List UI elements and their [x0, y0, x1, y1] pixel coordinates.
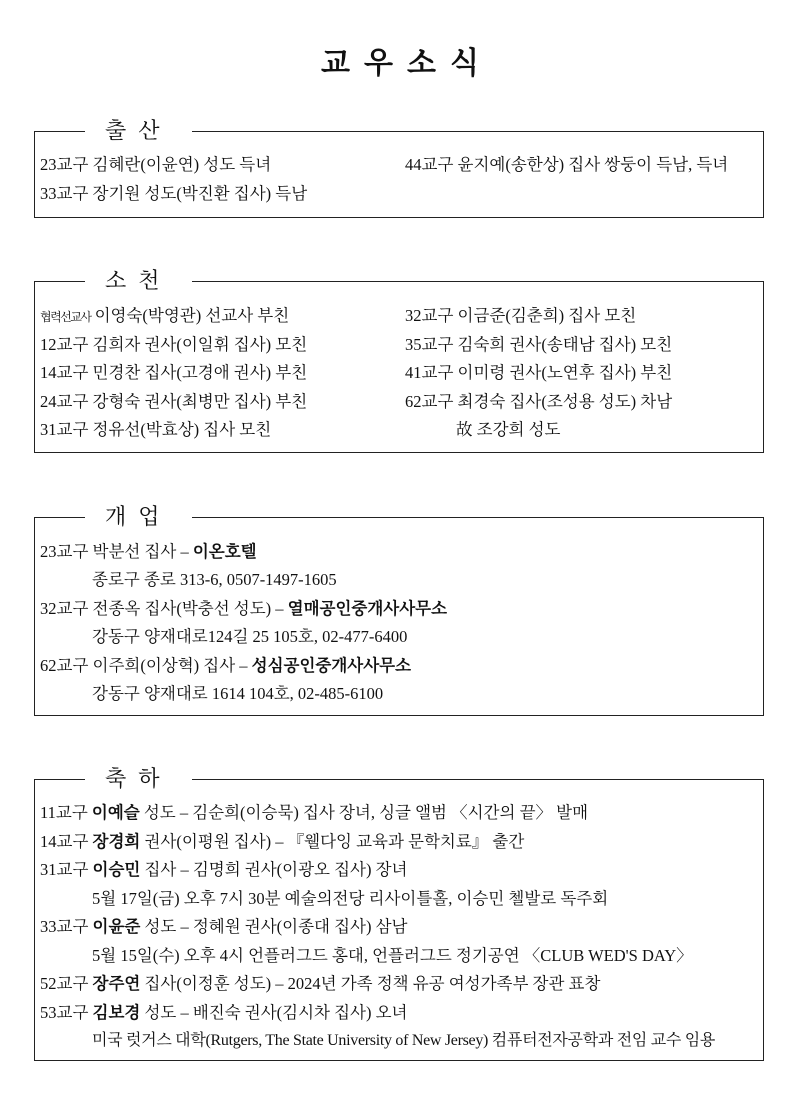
congrats-detail: 미국 럿거스 대학(Rutgers, The State University of New Jersey) 컴퓨터전자공학과 전임 교수 임용 [92, 1032, 716, 1049]
page-title: 교우소식 [321, 47, 493, 80]
business-name: 열매공인중개사사무소 [287, 599, 448, 618]
person-name: 김보경 [92, 1003, 141, 1022]
congrats-item: 53교구 김보경 성도 – 배진숙 권사(김시차 집사) 오녀 [40, 1003, 408, 1022]
section-death [34, 268, 764, 453]
person-name: 장경희 [92, 832, 141, 851]
congrats-item: 33교구 이윤준 성도 – 정혜원 권사(이종대 집사) 삼남 [40, 917, 408, 936]
death-item: 14교구 민경찬 집사(고경애 권사) 부친 [40, 363, 308, 382]
death-item: 32교구 이금준(김춘희) 집사 모친 [405, 306, 637, 325]
section-birth [34, 118, 764, 218]
death-item: 24교구 강형숙 권사(최병만 집사) 부친 [40, 392, 308, 411]
congrats-detail: 5월 15일(수) 오후 4시 언플러그드 홍대, 언플러그드 정기공연 〈CLUB WED'S DAY〉 [92, 946, 693, 965]
congrats-item: 11교구 이예슬 성도 – 김순희(이승묵) 집사 장녀, 싱글 앨범 〈시간의 끝〉 발매 [40, 803, 589, 822]
death-item: 35교구 김숙희 권사(송태남 집사) 모친 [405, 335, 673, 354]
congrats-item: 31교구 이승민 집사 – 김명희 권사(이광오 집사) 장녀 [40, 860, 408, 879]
birth-item: 33교구 장기원 성도(박진환 집사) 득남 [40, 184, 308, 203]
congrats-item: 14교구 장경희 권사(이평원 집사) – 『웰다잉 교육과 문학치료』 출간 [40, 832, 525, 851]
section-business-heading: 개업 [85, 501, 192, 533]
business-item: 23교구 박분선 집사 – 이온호텔 [40, 542, 257, 561]
business-name: 성심공인중개사사무소 [251, 656, 412, 675]
business-item: 62교구 이주희(이상혁) 집사 – 성심공인중개사사무소 [40, 656, 412, 675]
business-item: 32교구 전종옥 집사(박충선 성도) – 열매공인중개사사무소 [40, 599, 448, 618]
section-death-heading: 소천 [85, 265, 192, 297]
death-item: 협력선교사 이영숙(박영관) 선교사 부친 [40, 306, 290, 325]
congrats-detail: 5월 17일(금) 오후 7시 30분 예술의전당 리사이틀홀, 이승민 첼발로 독주회 [92, 889, 609, 908]
death-item: 31교구 정유선(박효상) 집사 모친 [40, 420, 272, 439]
missionary-label: 협력선교사 [40, 310, 91, 324]
business-address: 종로구 종로 313-6, 0507-1497-1605 [92, 570, 337, 589]
person-name: 이예슬 [91, 803, 140, 822]
person-name: 장주연 [92, 974, 141, 993]
congrats-item: 52교구 장주연 집사(이정훈 성도) – 2024년 가족 정책 유공 여성가족부 장관 표창 [40, 974, 601, 993]
birth-item: 23교구 김혜란(이윤연) 성도 득녀 [40, 155, 272, 174]
business-address: 강동구 양재대로124길 25 105호, 02-477-6400 [92, 627, 408, 646]
section-birth-heading: 출산 [85, 115, 192, 147]
person-name: 이승민 [92, 860, 141, 879]
birth-item: 44교구 윤지예(송한상) 집사 쌍둥이 득남, 득녀 [405, 155, 729, 174]
section-congrats-heading: 축하 [85, 763, 192, 795]
death-item: 41교구 이미령 권사(노연후 집사) 부친 [405, 363, 673, 382]
business-name: 이온호텔 [192, 542, 257, 561]
death-item: 故 조강희 성도 [456, 420, 561, 439]
person-name: 이윤준 [92, 917, 141, 936]
death-item: 62교구 최경숙 집사(조성용 성도) 차남 [405, 392, 673, 411]
section-business [34, 504, 764, 716]
section-congrats [34, 766, 764, 1061]
death-item: 12교구 김희자 권사(이일휘 집사) 모친 [40, 335, 308, 354]
business-address: 강동구 양재대로 1614 104호, 02-485-6100 [92, 684, 384, 703]
